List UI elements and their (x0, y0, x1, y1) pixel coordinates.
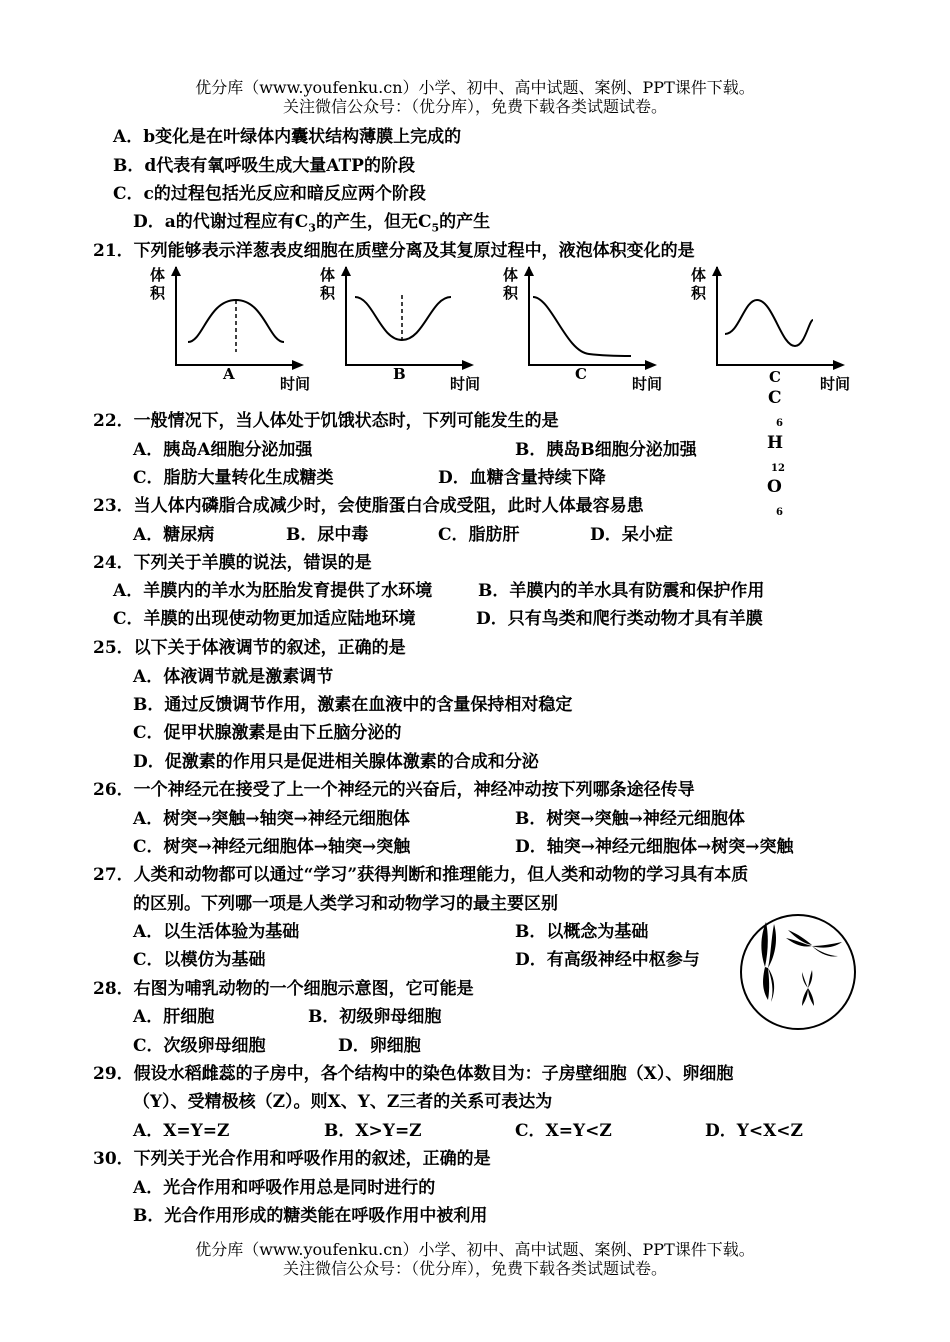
header-line-2: 关注微信公众号：（优分库），免费下载各类试题试卷。 (282, 97, 667, 116)
q20-option-d: D．a的代谢过程应有$C_3$的产生，但无$C_5$的产生 (133, 212, 491, 235)
q27-option-d: D．有高级神经中枢参与 (515, 950, 700, 970)
q28-option-d: D．卵细胞 (338, 1036, 421, 1056)
q20-option-a: A．b变化是在叶绿体内囊状结构薄膜上完成的 (113, 127, 462, 147)
q27-stem-line2: 的区别。下列哪一项是人类学习和动物学习的最主要区别 (133, 894, 558, 914)
q29-option-d: D．Y<X<Z (705, 1121, 803, 1141)
footer-line-2: 关注微信公众号：（优分库），免费下载各类试题试卷。 (282, 1259, 667, 1278)
q22-option-a: A．胰岛A细胞分泌加强 (133, 440, 313, 460)
cell-diagram (738, 912, 860, 1034)
q28-option-b: B．初级卵母细胞 (308, 1007, 442, 1027)
q29-option-a: A．X=Y=Z (133, 1121, 230, 1141)
y-axis-label: 体 积 (320, 266, 336, 302)
q22-option-c: C．脂肪大量转化生成糖类 (133, 468, 334, 488)
x-axis-label: 时间 (280, 375, 311, 393)
q23-option-a: A．糖尿病 (133, 525, 215, 545)
x-axis-label: 时间 (820, 375, 851, 393)
formula-h-num: 12 (771, 463, 785, 474)
q23-option-d: D．呆小症 (590, 525, 673, 545)
q28-stem: 28．右图为哺乳动物的一个细胞示意图，它可能是 (93, 979, 474, 999)
y-axis-label: 体 积 (691, 266, 707, 302)
formula-h: H (767, 433, 784, 453)
q25-stem: 25．以下关于体液调节的叙述，正确的是 (93, 638, 406, 658)
q29-option-c: C．X=Y<Z (515, 1121, 612, 1141)
x-axis-label: 时间 (632, 375, 663, 393)
graph-a-label: A (223, 365, 235, 383)
q26-option-d: D．轴突→神经元细胞体→树突→突触 (515, 837, 794, 857)
q29-stem-line2: （Y）、受精极核（Z）。则X、Y、Z三者的关系可表达为 (133, 1092, 553, 1112)
q21-stem: 21．下列能够表示洋葱表皮细胞在质壁分离及其复原过程中，液泡体积变化的是 (93, 241, 695, 261)
q30-option-b: B．光合作用形成的糖类能在呼吸作用中被利用 (133, 1206, 488, 1226)
graph-d-label: C (769, 368, 781, 386)
q30-option-a: A．光合作用和呼吸作用总是同时进行的 (133, 1178, 436, 1198)
q24-option-a: A．羊膜内的羊水为胚胎发育提供了水环境 (113, 581, 433, 601)
q24-option-d: D．只有鸟类和爬行类动物才具有羊膜 (476, 609, 763, 629)
q22-stem: 22．一般情况下，当人体处于饥饿状态时，下列可能发生的是 (93, 411, 559, 431)
graph-d-plot (709, 262, 859, 372)
q23-option-c: C．脂肪肝 (438, 525, 520, 545)
formula-c-num: 6 (776, 418, 783, 429)
q25-option-a: A．体液调节就是激素调节 (133, 667, 334, 687)
graph-b-label: B (393, 365, 406, 383)
q29-option-b: B．X>Y=Z (324, 1121, 422, 1141)
q25-option-b: B．通过反馈调节作用，激素在血液中的含量保持相对稳定 (133, 695, 573, 715)
q24-option-b: B．羊膜内的羊水具有防震和保护作用 (478, 581, 765, 601)
q25-option-c: C．促甲状腺激素是由下丘脑分泌的 (133, 723, 402, 743)
q22-option-d: D．血糖含量持续下降 (438, 468, 606, 488)
graph-c-plot (521, 262, 671, 372)
q26-stem: 26．一个神经元在接受了上一个神经元的兴奋后，神经冲动按下列哪条途径传导 (93, 780, 695, 800)
q24-stem: 24．下列关于羊膜的说法，错误的是 (93, 553, 372, 573)
x-axis-label: 时间 (450, 375, 481, 393)
q20-option-c: C．c的过程包括光反应和暗反应两个阶段 (113, 184, 426, 204)
formula-o-num: 6 (776, 507, 783, 518)
q26-option-c: C．树突→神经元细胞体→轴突→突触 (133, 837, 411, 857)
graph-a-plot (168, 262, 318, 372)
graph-c-label: C (575, 365, 587, 383)
q29-stem-line1: 29．假设水稻雌蕊的子房中，各个结构中的染色体数目为：子房壁细胞（X）、卵细胞 (93, 1064, 734, 1084)
footer-line-1: 优分库（www.youfenku.cn）小学、初中、高中试题、案例、PPT课件下载。 (195, 1240, 755, 1259)
q27-stem-line1: 27．人类和动物都可以通过“学习”获得判断和推理能力，但人类和动物的学习具有本质 (93, 865, 749, 885)
formula-c: C (768, 388, 782, 408)
q27-option-b: B．以概念为基础 (515, 922, 649, 942)
formula-o: O (767, 477, 782, 497)
q28-option-a: A．肝细胞 (133, 1007, 215, 1027)
q22-option-b: B．胰岛B细胞分泌加强 (515, 440, 697, 460)
q23-stem: 23．当人体内磷脂合成减少时，会使脂蛋白合成受阻，此时人体最容易患 (93, 496, 644, 516)
q26-option-a: A．树突→突触→轴突→神经元细胞体 (133, 809, 410, 829)
y-axis-label: 体 积 (503, 266, 519, 302)
q27-option-a: A．以生活体验为基础 (133, 922, 300, 942)
q27-option-c: C．以模仿为基础 (133, 950, 266, 970)
q25-option-d: D．促激素的作用只是促进相关腺体激素的合成和分泌 (133, 752, 539, 772)
q30-stem: 30．下列关于光合作用和呼吸作用的叙述，正确的是 (93, 1149, 491, 1169)
q28-option-c: C．次级卵母细胞 (133, 1036, 266, 1056)
graph-b-plot (338, 262, 488, 372)
q26-option-b: B．树突→突触→神经元细胞体 (515, 809, 745, 829)
q24-option-c: C．羊膜的出现使动物更加适应陆地环境 (113, 609, 416, 629)
q20-option-b: B．d代表有氧呼吸生成大量ATP的阶段 (113, 156, 415, 176)
header-line-1: 优分库（www.youfenku.cn）小学、初中、高中试题、案例、PPT课件下载。 (195, 78, 755, 97)
y-axis-label: 体 积 (150, 266, 166, 302)
q23-option-b: B．尿中毒 (286, 525, 369, 545)
